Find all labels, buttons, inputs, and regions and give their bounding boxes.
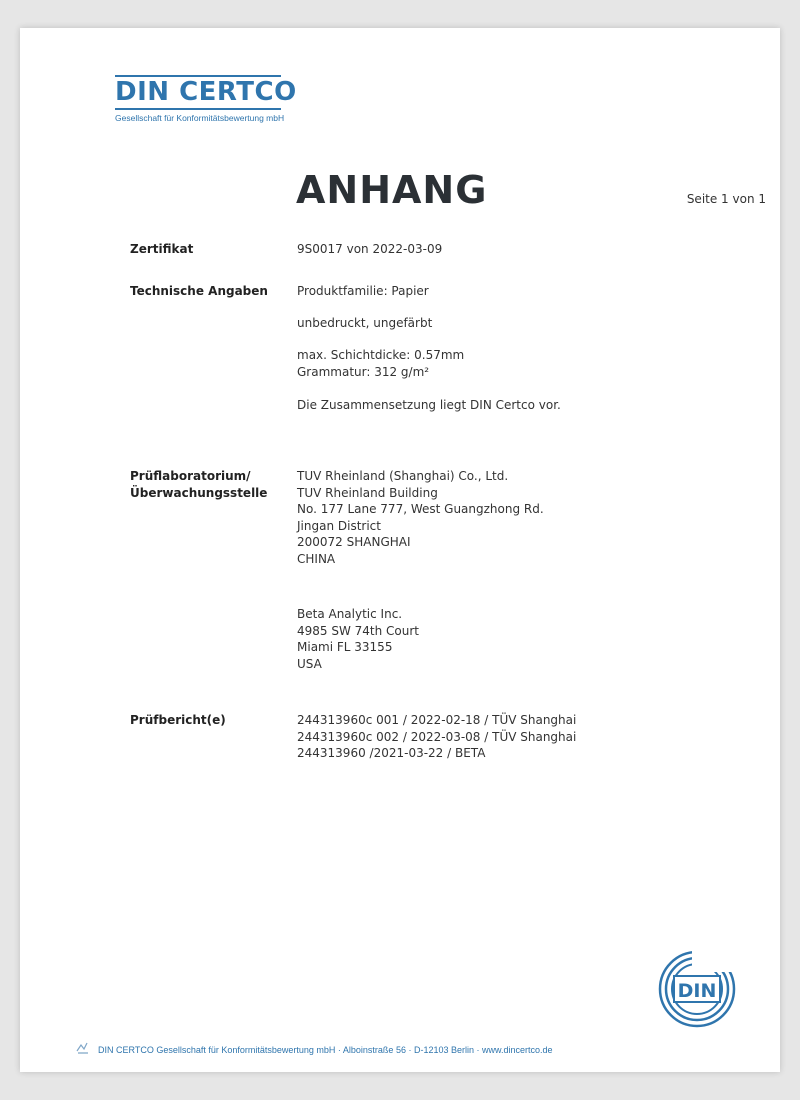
grammage-spec: Grammatur: 312 g/m² [297,364,430,379]
address-line: Jingan District [297,518,381,533]
certificate-value: 9S0017 von 2022-03-09 [297,242,443,256]
certificate-label: Zertifikat [130,242,194,256]
reports-list [297,712,576,762]
address-line: Miami FL 33155 [297,640,393,654]
laboratory-label [130,468,267,501]
address-line: TUV Rheinland Building [297,485,438,500]
logo-rule-bottom [115,108,281,110]
technical-label: Technische Angaben [130,284,268,298]
address-line: USA [297,656,322,671]
address-line: No. 177 Lane 777, West Guangzhong Rd. [297,502,544,516]
laboratory-address-2 [297,606,419,672]
laboratory-label-line1: Prüflaboratorium/ [130,469,251,483]
composition-note: Die Zusammensetzung liegt DIN Certco vor. [297,398,561,412]
footer-mark-icon [75,1041,91,1055]
page-number: Seite 1 von 1 [686,192,766,206]
din-seal-icon [656,948,738,1030]
product-family: Produktfamilie: Papier [297,284,429,298]
seal-text: DIN [677,980,717,1002]
report-line: 244313960c 001 / 2022-02-18 / TÜV Shanghai [297,713,577,727]
address-line: CHINA [297,551,336,566]
address-line: Beta Analytic Inc. [297,607,403,621]
din-certco-logo [115,75,315,123]
address-line: 4985 SW 74th Court [297,623,420,638]
report-line: 244313960c 002 / 2022-03-08 / TÜV Shanghai [297,729,577,744]
footer-text: DIN CERTCO Gesellschaft für Konformitätsbewertung mbH · Alboinstraße 56 · D-12103 Berlin · www.dincertco.de [98,1045,553,1055]
report-line: 244313960 /2021-03-22 / BETA [297,746,486,760]
address-line: 200072 SHANGHAI [297,535,411,549]
reports-label: Prüfbericht(e) [130,713,226,727]
thickness-spec: max. Schichtdicke: 0.57mm [297,348,465,362]
logo-subtitle: Gesellschaft für Konformitätsbewertung mbH [115,113,285,123]
page-title: ANHANG [296,168,488,212]
print-spec: unbedruckt, ungefärbt [297,316,433,330]
logo-text: DIN CERTCO [115,77,297,107]
laboratory-address-1 [297,468,544,567]
laboratory-label-line2: Überwachungsstelle [130,485,268,500]
address-line: TUV Rheinland (Shanghai) Co., Ltd. [297,469,509,483]
document-page [20,28,780,1072]
